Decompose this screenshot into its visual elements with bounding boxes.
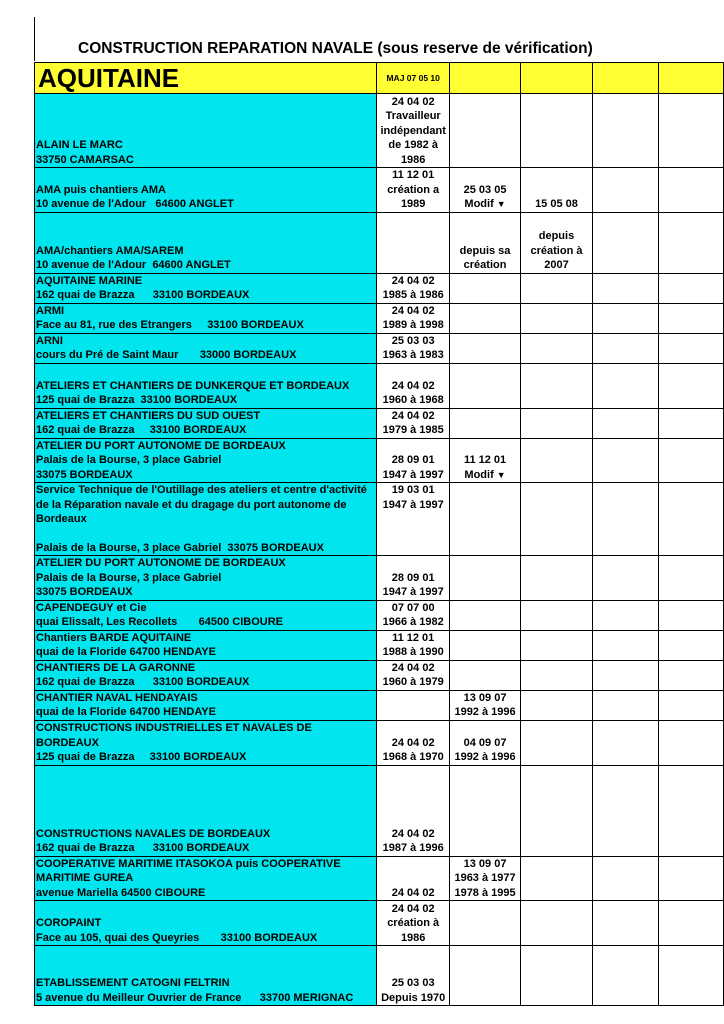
date-cell-1 [377, 303, 450, 333]
date-cell-1 [377, 720, 450, 765]
date-value: 11 12 01 [463, 454, 507, 466]
company-name: Chantiers BARDE AQUITAINE [36, 631, 192, 644]
date-value: 07 07 00 [391, 601, 435, 614]
date-cell-2 [450, 690, 521, 720]
company-cell [35, 690, 377, 720]
date-cell-3 [520, 408, 592, 438]
date-value: 1986 [400, 153, 426, 166]
date-cell-3 [520, 483, 592, 556]
company-name: ATELIER DU PORT AUTONOME DE BORDEAUX [36, 439, 286, 452]
empty-cell [593, 408, 659, 438]
company-cell [35, 765, 377, 856]
date-cell-3 [520, 556, 592, 601]
company-address: 162 quai de Brazza 33100 BORDEAUX [36, 676, 250, 688]
date-cell-2 [450, 303, 521, 333]
date-value: 1968 à 1970 [382, 751, 444, 763]
company-description: Service Technique de l'Outillage des ateliers et centre d'activité de la Réparation navale et du dragage du port autonome de Bordeaux [36, 484, 367, 525]
company-address: Face au 81, rue des Etrangers 33100 BORDEAUX [36, 319, 304, 331]
date-cell-1 [377, 630, 450, 660]
date-cell-3 [520, 600, 592, 630]
date-cell-1 [377, 556, 450, 601]
table-row [35, 765, 724, 856]
update-date: MAJ 07 05 10 [377, 63, 450, 94]
table-row [35, 94, 724, 168]
date-value: création à [530, 244, 583, 257]
date-cell-3 [520, 765, 592, 856]
date-value: 11 12 01 [392, 169, 435, 181]
company-cell [35, 212, 377, 273]
empty-cell [658, 856, 723, 901]
table-row [35, 363, 724, 408]
date-cell-3 [520, 720, 592, 765]
date-value: 04 09 07 [463, 736, 507, 749]
date-value: 1992 à 1996 [454, 751, 516, 763]
date-value: depuis sa [459, 244, 511, 257]
date-value: 25 03 03 [391, 334, 435, 347]
empty-cell [593, 690, 659, 720]
table-row [35, 856, 724, 901]
date-value: 1989 [400, 198, 426, 210]
date-value: 1978 à 1995 [454, 886, 516, 899]
company-name: ALAIN LE MARC [36, 139, 123, 151]
company-address: 162 quai de Brazza 33100 BORDEAUX [36, 289, 250, 301]
date-value: de 1982 à [388, 139, 438, 151]
date-cell-2 [450, 273, 521, 303]
date-cell-3 [520, 438, 592, 483]
empty-cell [593, 168, 659, 213]
company-address: 33750 CAMARSAC [36, 153, 134, 166]
company-cell [35, 438, 377, 483]
company-address: 10 avenue de l'Adour 64600 ANGLET [36, 198, 234, 210]
company-address: 5 avenue du Meilleur Ouvrier de France 33700 MERIGNAC [36, 991, 354, 1004]
date-value: création [463, 259, 507, 271]
date-cell-3 [520, 856, 592, 901]
empty-cell [593, 333, 659, 363]
date-value: 1960 à 1979 [382, 676, 444, 688]
empty-cell [658, 556, 723, 601]
company-cell [35, 363, 377, 408]
empty-cell [593, 660, 659, 690]
empty-cell [593, 856, 659, 901]
company-name: COOPERATIVE MARITIME ITASOKOA puis COOPERATIVE MARITIME GUREA [36, 857, 341, 884]
company-name: CAPENDEGUY et Cie [36, 601, 147, 614]
date-value: 24 04 02 [391, 95, 435, 108]
date-value: 24 04 02 [391, 886, 435, 899]
date-value: 24 04 02 [391, 661, 435, 674]
table-row [35, 946, 724, 1006]
company-cell [35, 408, 377, 438]
company-description: Palais de la Bourse, 3 place Gabriel [36, 571, 222, 584]
company-name: CHANTIER NAVAL HENDAYAIS [36, 691, 198, 704]
company-address: 125 quai de Brazza 33100 BORDEAUX [36, 751, 247, 763]
date-cell-3 [520, 946, 592, 1006]
company-cell [35, 483, 377, 556]
date-cell-2 [450, 765, 521, 856]
empty-cell [658, 690, 723, 720]
date-cell-2 [450, 438, 521, 483]
company-name: ARNI [36, 334, 63, 347]
empty-cell [658, 630, 723, 660]
date-cell-1 [377, 600, 450, 630]
date-cell-1 [377, 483, 450, 556]
date-cell-2 [450, 94, 521, 168]
empty-cell [658, 720, 723, 765]
date-cell-3 [520, 363, 592, 408]
empty-cell [658, 333, 723, 363]
date-cell-3 [520, 303, 592, 333]
date-value: 24 04 02 [391, 274, 435, 287]
empty-cell [593, 556, 659, 601]
empty-cell [593, 483, 659, 556]
empty-cell [593, 438, 659, 483]
empty-cell [593, 946, 659, 1006]
date-value: 1979 à 1985 [382, 424, 444, 436]
empty-cell [658, 946, 723, 1006]
company-name: AMA puis chantiers AMA [36, 183, 166, 196]
table-row [35, 630, 724, 660]
region-title: AQUITAINE [35, 63, 377, 94]
empty-cell [658, 660, 723, 690]
company-address: 33075 BORDEAUX [36, 586, 133, 598]
company-name: AQUITAINE MARINE [36, 274, 143, 287]
date-value: création a [387, 183, 440, 196]
company-cell [35, 660, 377, 690]
date-cell-1 [377, 690, 450, 720]
date-value: 24 04 02 [391, 827, 435, 840]
date-cell-1 [377, 660, 450, 690]
date-cell-1 [377, 856, 450, 901]
date-cell-1 [377, 333, 450, 363]
company-address: 125 quai de Brazza 33100 BORDEAUX [36, 394, 238, 406]
company-cell [35, 856, 377, 901]
company-address: avenue Mariella 64500 CIBOURE [36, 886, 206, 899]
date-value: 1986 [400, 931, 426, 944]
date-cell-1 [377, 901, 450, 946]
company-cell [35, 168, 377, 213]
date-value: 1960 à 1968 [382, 394, 444, 406]
shipyard-table [34, 62, 724, 1006]
date-cell-1 [377, 168, 450, 213]
date-cell-3 [520, 273, 592, 303]
company-name: CONSTRUCTIONS NAVALES DE BORDEAUX [36, 827, 271, 840]
date-cell-2 [450, 212, 521, 273]
company-address: Face au 105, quai des Queyries 33100 BORDEAUX [36, 931, 318, 944]
empty-cell [658, 363, 723, 408]
company-name: COROPAINT [36, 917, 102, 929]
date-cell-3 [520, 660, 592, 690]
date-cell-3 [520, 690, 592, 720]
date-cell-3 [520, 212, 592, 273]
date-cell-3 [520, 901, 592, 946]
company-cell [35, 94, 377, 168]
date-value: Modif ▼ [464, 198, 506, 210]
company-name: ATELIERS ET CHANTIERS DU SUD OUEST [36, 409, 261, 422]
table-row [35, 901, 724, 946]
company-cell [35, 630, 377, 660]
date-cell-2 [450, 556, 521, 601]
empty-cell [658, 168, 723, 213]
table-row [35, 333, 724, 363]
empty-cell [593, 273, 659, 303]
top-margin-rule [34, 17, 35, 61]
document-title: CONSTRUCTION REPARATION NAVALE (sous reserve de vérification) [78, 40, 593, 57]
date-value: Travailleur [385, 110, 441, 122]
date-value: 1989 à 1998 [382, 319, 444, 331]
date-cell-1 [377, 408, 450, 438]
table-row [35, 556, 724, 601]
empty-cell [593, 94, 659, 168]
company-cell [35, 333, 377, 363]
date-value: 1947 à 1997 [382, 468, 444, 481]
empty-cell [658, 303, 723, 333]
date-value: 13 09 07 [463, 691, 507, 704]
company-name: ETABLISSEMENT CATOGNI FELTRIN [36, 977, 230, 989]
date-value: 15 05 08 [535, 198, 578, 210]
company-address: quai Elissalt, Les Recollets 64500 CIBOURE [36, 616, 283, 628]
empty-cell [658, 901, 723, 946]
date-cell-3 [520, 168, 592, 213]
date-cell-2 [450, 333, 521, 363]
dropdown-arrow-icon[interactable]: ▼ [496, 199, 506, 209]
date-value: 28 09 01 [391, 571, 435, 584]
empty-cell [593, 600, 659, 630]
company-cell [35, 600, 377, 630]
empty-cell [658, 600, 723, 630]
company-address: 10 avenue de l'Adour 64600 ANGLET [36, 259, 231, 271]
empty-cell [658, 765, 723, 856]
date-value: 1963 à 1977 [454, 872, 516, 884]
date-value: 1992 à 1996 [454, 706, 516, 718]
date-value: 1988 à 1990 [382, 646, 444, 658]
date-cell-1 [377, 273, 450, 303]
company-address: quai de la Floride 64700 HENDAYE [36, 706, 216, 718]
date-cell-2 [450, 600, 521, 630]
date-cell-2 [450, 720, 521, 765]
empty-cell [593, 212, 659, 273]
date-cell-1 [377, 363, 450, 408]
date-cell-2 [450, 660, 521, 690]
date-cell-2 [450, 630, 521, 660]
date-value: 2007 [544, 259, 569, 271]
date-cell-1 [377, 765, 450, 856]
table-row [35, 303, 724, 333]
company-name: CONSTRUCTIONS INDUSTRIELLES ET NAVALES DE BORDEAUX [36, 722, 312, 749]
date-value: 1947 à 1997 [382, 498, 444, 511]
date-cell-1 [377, 438, 450, 483]
table-row [35, 408, 724, 438]
date-cell-1 [377, 212, 450, 273]
date-cell-1 [377, 946, 450, 1006]
date-value: 13 09 07 [463, 857, 507, 870]
date-cell-1 [377, 94, 450, 168]
table-row [35, 212, 724, 273]
date-cell-2 [450, 168, 521, 213]
company-address: 162 quai de Brazza 33100 BORDEAUX [36, 424, 247, 436]
date-value: 19 03 01 [391, 484, 435, 496]
date-value: 24 04 02 [391, 902, 435, 915]
company-name: ATELIER DU PORT AUTONOME DE BORDEAUX [36, 557, 286, 569]
empty-cell [658, 438, 723, 483]
empty-cell [593, 765, 659, 856]
company-address: cours du Pré de Saint Maur 33000 BORDEAUX [36, 349, 297, 361]
date-cell-2 [450, 901, 521, 946]
empty-cell [658, 212, 723, 273]
company-name: ARMI [36, 304, 65, 317]
date-cell-2 [450, 946, 521, 1006]
date-cell-3 [520, 333, 592, 363]
date-value: 1947 à 1997 [382, 586, 444, 598]
table-row [35, 600, 724, 630]
table-row [35, 483, 724, 556]
empty-cell [658, 408, 723, 438]
date-cell-3 [520, 94, 592, 168]
company-cell [35, 901, 377, 946]
empty-cell [593, 720, 659, 765]
table-row [35, 168, 724, 213]
date-cell-2 [450, 408, 521, 438]
company-address: quai de la Floride 64700 HENDAYE [36, 646, 216, 658]
dropdown-arrow-icon[interactable]: ▼ [496, 469, 506, 480]
table-row [35, 720, 724, 765]
date-value: indépendant [380, 124, 446, 137]
date-value: 25 03 03 [391, 977, 435, 989]
company-address: 33075 BORDEAUX [36, 468, 133, 481]
date-value: 24 04 02 [391, 304, 435, 317]
date-value: 24 04 02 [391, 409, 435, 422]
table-row [35, 438, 724, 483]
date-value: depuis [538, 230, 575, 242]
date-value: 11 12 01 [392, 631, 435, 644]
date-value: 24 04 02 [391, 736, 435, 749]
empty-cell [593, 363, 659, 408]
company-address: 162 quai de Brazza 33100 BORDEAUX [36, 842, 250, 854]
company-cell [35, 556, 377, 601]
table-row [35, 690, 724, 720]
company-cell [35, 720, 377, 765]
date-value: 28 09 01 [391, 454, 435, 466]
date-value: 24 04 02 [391, 379, 435, 392]
date-value: 1987 à 1996 [382, 842, 444, 854]
company-cell [35, 273, 377, 303]
empty-cell [658, 483, 723, 556]
table-header-row [35, 63, 724, 94]
table-row [35, 660, 724, 690]
date-cell-2 [450, 483, 521, 556]
company-name: ATELIERS ET CHANTIERS DE DUNKERQUE ET BORDEAUX [36, 379, 350, 392]
company-name: CHANTIERS DE LA GARONNE [36, 661, 196, 674]
empty-cell [658, 273, 723, 303]
table-row [35, 273, 724, 303]
empty-cell [593, 303, 659, 333]
date-value: 25 03 05 [463, 183, 507, 196]
empty-cell [593, 901, 659, 946]
date-value: 1966 à 1982 [382, 616, 444, 628]
date-value: Depuis 1970 [381, 991, 446, 1004]
company-name: AMA/chantiers AMA/SAREM [36, 244, 184, 257]
empty-cell [658, 94, 723, 168]
company-description: Palais de la Bourse, 3 place Gabriel [36, 454, 222, 466]
date-cell-2 [450, 363, 521, 408]
date-cell-3 [520, 630, 592, 660]
date-value: création à [387, 917, 440, 929]
empty-cell [593, 630, 659, 660]
company-cell [35, 946, 377, 1006]
date-value: Modif ▼ [464, 468, 506, 481]
date-value: 1985 à 1986 [382, 289, 444, 301]
company-cell [35, 303, 377, 333]
date-cell-2 [450, 856, 521, 901]
company-address: Palais de la Bourse, 3 place Gabriel 33075 BORDEAUX [36, 541, 324, 554]
date-value: 1963 à 1983 [382, 349, 444, 361]
